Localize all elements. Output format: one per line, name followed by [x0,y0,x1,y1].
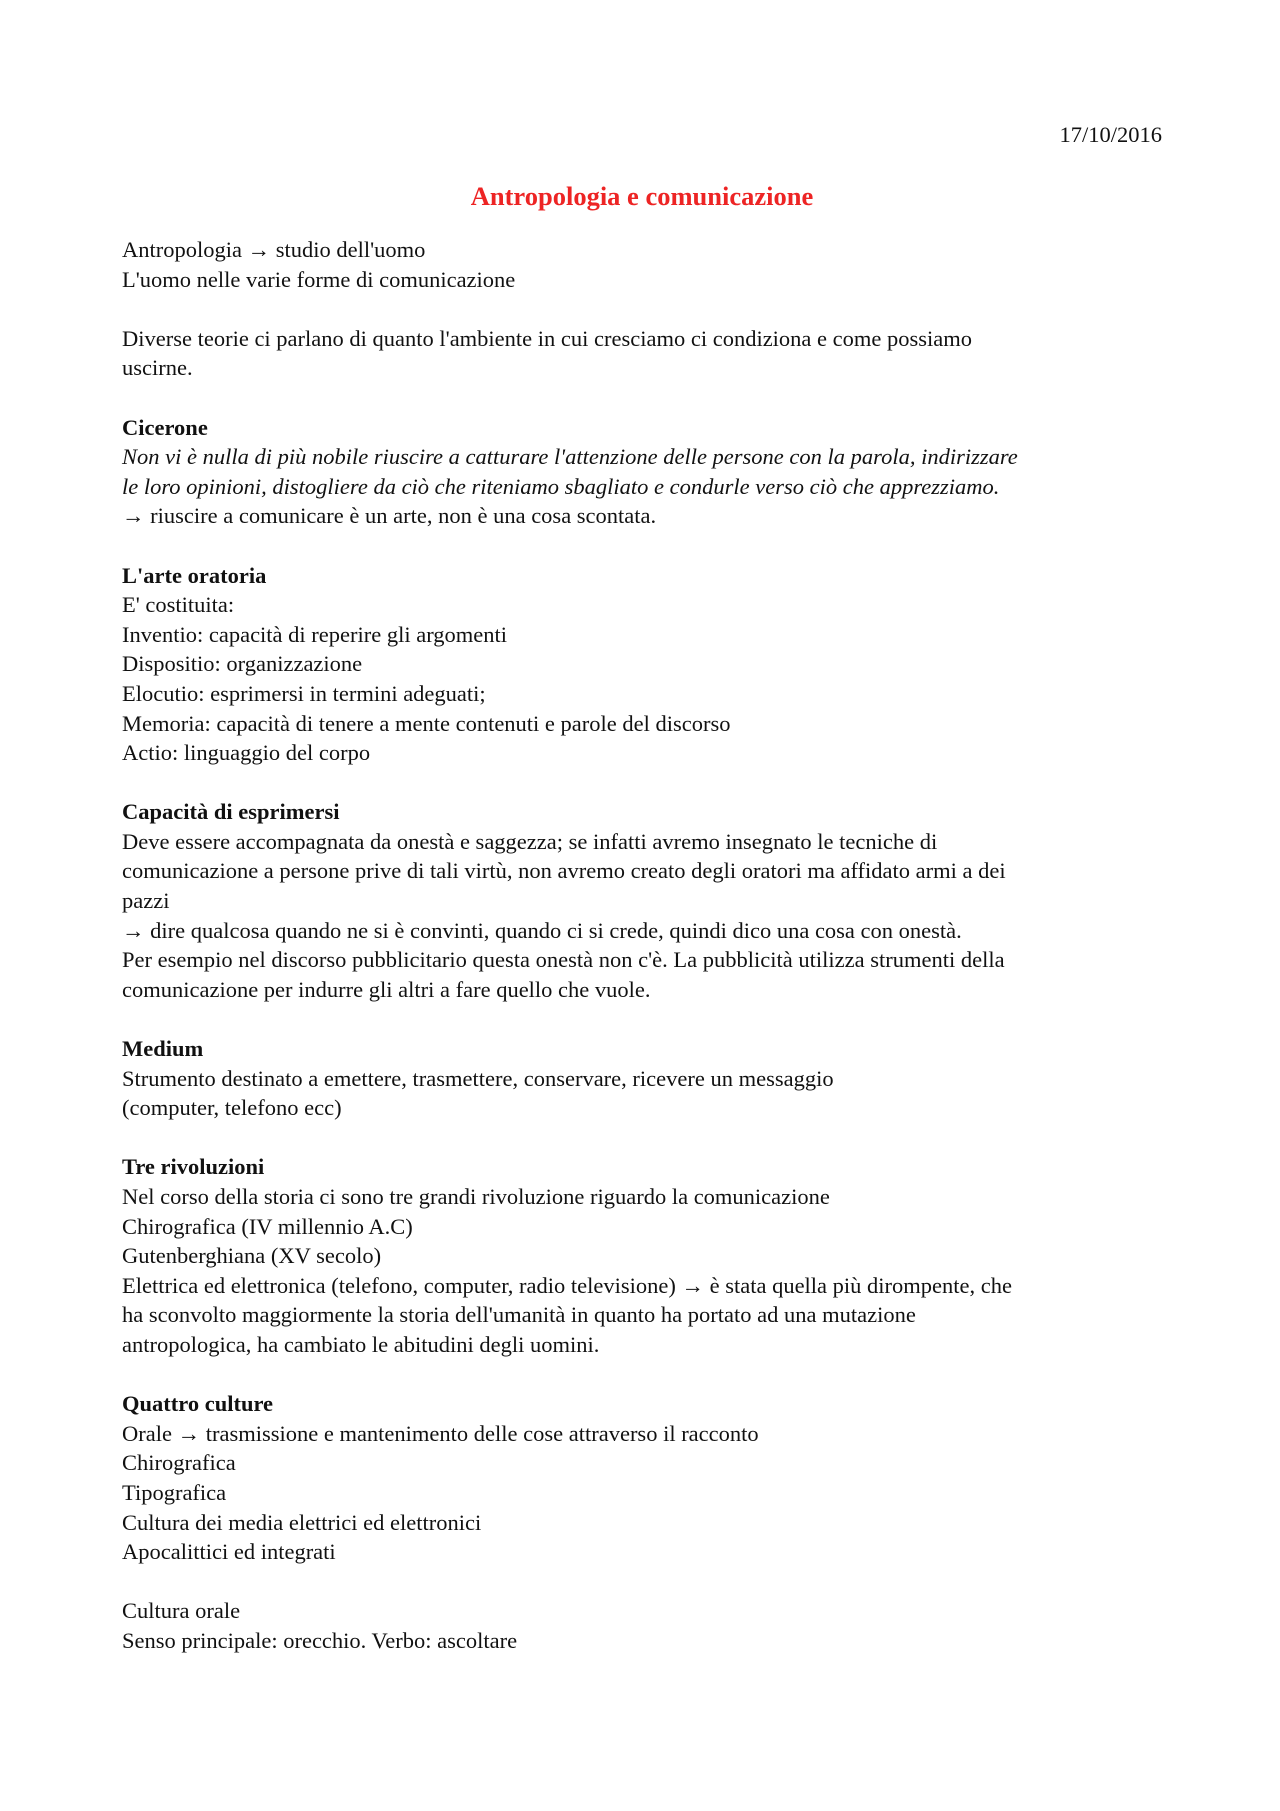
rivoluzioni-section [122,1152,1162,1359]
list-item: Apocalittici ed integrati [122,1539,336,1565]
arte-oratoria-section [122,561,1162,768]
list-item: Tipografica [122,1479,227,1505]
section-heading: Capacità di esprimersi [122,799,340,825]
list-item: Cultura dei media elettrici ed elettronici [122,1509,482,1535]
medium-section [122,1034,1162,1123]
list-item: Dispositio: organizzazione [122,651,363,677]
cultura-orale-section [122,1596,1162,1655]
list-item: Orale → trasmissione e mantenimento delle cose attraverso il racconto [122,1420,759,1446]
list-item: Memoria: capacità di tenere a mente contenuti e parole del discorso [122,710,731,736]
intro-paragraph-line: uscirne. [122,355,193,381]
paragraph-line: pazzi [122,888,170,914]
quote-line: Non vi è nulla di più nobile riuscire a catturare l'attenzione delle persone con la parola, indirizzare [122,444,1018,470]
section-heading: Tre rivoluzioni [122,1154,265,1180]
list-item: Actio: linguaggio del corpo [122,740,371,766]
document-date: 17/10/2016 [1059,122,1162,147]
paragraph-line: Strumento destinato a emettere, trasmettere, conservare, ricevere un messaggio [122,1065,834,1091]
paragraph-line: Per esempio nel discorso pubblicitario questa onestà non c'è. La pubblicità utilizza strumenti della [122,947,1005,973]
paragraph-line: Chirografica (IV millennio A.C) [122,1213,413,1239]
note-line: → riuscire a comunicare è un arte, non è una cosa scontata. [122,503,657,529]
paragraph-line: Gutenberghiana (XV secolo) [122,1243,382,1269]
section-heading: Quattro culture [122,1391,274,1417]
cicerone-section [122,413,1162,531]
paragraph-line: → dire qualcosa quando ne si è convinti, quando ci si crede, quindi dico una cosa con onestà. [122,917,962,943]
intro-line: Antropologia → studio dell'uomo [122,237,426,262]
paragraph-line: (computer, telefono ecc) [122,1095,342,1121]
list-item: Inventio: capacità di reperire gli argomenti [122,621,508,647]
paragraph-line: Cultura orale [122,1598,241,1624]
list-item: Chirografica [122,1450,236,1476]
paragraph-line: Deve essere accompagnata da onestà e saggezza; se infatti avremo insegnato le tecniche di [122,828,938,854]
culture-section [122,1389,1162,1567]
document-page [122,120,1162,1656]
list-item: Elocutio: esprimersi in termini adeguati; [122,680,486,706]
intro-paragraph-line: Diverse teorie ci parlano di quanto l'ambiente in cui cresciamo ci condiziona e come possiamo [122,325,973,351]
intro-section [122,235,1162,383]
paragraph-line: ha sconvolto maggiormente la storia dell'umanità in quanto ha portato ad una mutazione [122,1302,916,1328]
intro-line: L'uomo nelle varie forme di comunicazione [122,266,516,292]
document-title: Antropologia e comunicazione [470,181,814,211]
section-heading: L'arte oratoria [122,562,267,588]
capacita-section [122,797,1162,1004]
paragraph-line: comunicazione a persone prive di tali virtù, non avremo creato degli oratori ma affidato armi a dei [122,858,1006,884]
paragraph-line: Elettrica ed elettronica (telefono, computer, radio televisione) → è stata quella più dirompente, che [122,1272,1012,1298]
paragraph-line: antropologica, ha cambiato le abitudini degli uomini. [122,1331,600,1357]
section-intro: E' costituita: [122,592,235,618]
quote-line: le loro opinioni, distogliere da ciò che riteniamo sbagliato e condurle verso ciò che apprezziamo. [122,473,1000,499]
paragraph-line: Senso principale: orecchio. Verbo: ascoltare [122,1627,518,1653]
paragraph-line: comunicazione per indurre gli altri a fare quello che vuole. [122,976,651,1002]
section-heading: Medium [122,1036,204,1062]
paragraph-line: Nel corso della storia ci sono tre grandi rivoluzione riguardo la comunicazione [122,1184,830,1209]
section-heading: Cicerone [122,414,208,440]
